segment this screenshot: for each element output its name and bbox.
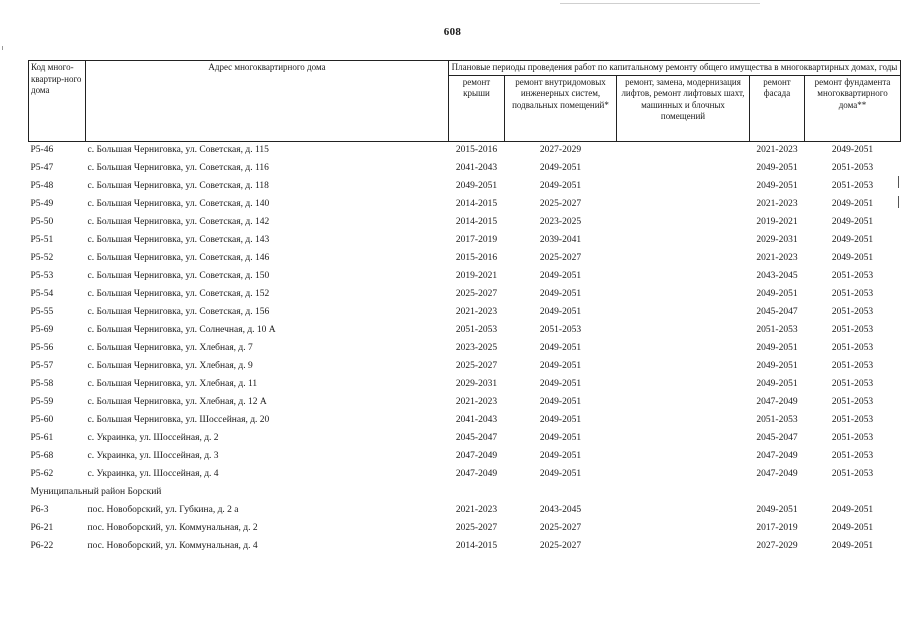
cell-engineering: 2049-2051 <box>539 378 582 389</box>
cell-foundation: 2049-2051 <box>831 540 874 551</box>
table-row <box>29 250 901 268</box>
cell-facade: 2049-2051 <box>756 180 798 191</box>
table-row <box>29 322 901 340</box>
cell-facade: 2049-2051 <box>756 360 798 371</box>
cell-lifts <box>617 448 750 466</box>
cell-lifts <box>617 340 750 358</box>
cell-facade: 2019-2021 <box>756 216 798 227</box>
cell-roof: 2014-2015 <box>455 540 498 551</box>
cell-code: Р5-59 <box>30 396 54 407</box>
cell-engineering: 2039-2041 <box>539 234 582 245</box>
cell-lifts <box>617 430 750 448</box>
cell-engineering: 2049-2051 <box>539 468 582 479</box>
cell-roof: 2023-2025 <box>455 342 498 353</box>
cell-code: Р5-57 <box>30 360 54 371</box>
cell-lifts <box>617 358 750 376</box>
cell-facade: 2045-2047 <box>756 306 798 317</box>
cell-engineering: 2049-2051 <box>539 270 582 281</box>
cell-lifts <box>617 538 750 556</box>
cell-code: Р5-60 <box>30 414 54 425</box>
cell-code: Р5-54 <box>30 288 54 299</box>
cell-facade: 2045-2047 <box>756 432 798 443</box>
cell-foundation: 2051-2053 <box>831 432 874 443</box>
cell-facade: 2049-2051 <box>756 504 798 515</box>
cell-address: с. Большая Черниговка, ул. Советская, д. 140 <box>87 198 270 209</box>
cell-engineering: 2049-2051 <box>539 180 582 191</box>
cell-foundation: 2051-2053 <box>831 468 874 479</box>
table-row <box>29 214 901 232</box>
cell-roof: 2014-2015 <box>455 216 498 227</box>
cell-foundation: 2051-2053 <box>831 360 874 371</box>
cell-facade: 2029-2031 <box>756 234 798 245</box>
scan-right-mark <box>898 196 899 208</box>
cell-roof: 2017-2019 <box>455 234 498 245</box>
cell-roof: 2025-2027 <box>455 288 498 299</box>
section-title: Муниципальный район Борский <box>30 486 162 497</box>
cell-engineering: 2049-2051 <box>539 306 582 317</box>
cell-foundation: 2049-2051 <box>831 198 874 209</box>
cell-lifts <box>617 394 750 412</box>
cell-roof: 2021-2023 <box>455 306 498 317</box>
cell-code: Р6-22 <box>30 540 54 551</box>
cell-code: Р5-69 <box>30 324 54 335</box>
cell-roof: 2047-2049 <box>455 450 498 461</box>
cell-facade: 2017-2019 <box>756 522 798 533</box>
cell-lifts <box>617 502 750 520</box>
cell-code: Р5-55 <box>30 306 54 317</box>
cell-code: Р5-46 <box>30 144 54 155</box>
header-address: Адрес многоквартирного дома <box>86 61 449 142</box>
cell-foundation: 2051-2053 <box>831 180 874 191</box>
cell-lifts <box>617 232 750 250</box>
cell-foundation: 2051-2053 <box>831 414 874 425</box>
cell-roof: 2025-2027 <box>455 360 498 371</box>
cell-engineering: 2049-2051 <box>539 162 582 173</box>
cell-lifts <box>617 286 750 304</box>
cell-lifts <box>617 304 750 322</box>
cell-lifts <box>617 466 750 484</box>
cell-lifts <box>617 322 750 340</box>
cell-engineering: 2043-2045 <box>539 504 582 515</box>
cell-code: Р5-49 <box>30 198 54 209</box>
cell-address: с. Большая Черниговка, ул. Хлебная, д. 7 <box>87 342 253 353</box>
cell-code: Р5-50 <box>30 216 54 227</box>
cell-roof: 2041-2043 <box>455 414 498 425</box>
cell-facade: 2051-2053 <box>756 324 798 335</box>
page-number: 608 <box>443 26 462 38</box>
cell-engineering: 2051-2053 <box>539 324 582 335</box>
table-row <box>29 448 901 466</box>
cell-facade: 2049-2051 <box>756 162 798 173</box>
cell-roof: 2019-2021 <box>455 270 498 281</box>
cell-foundation: 2049-2051 <box>831 252 874 263</box>
cell-engineering: 2049-2051 <box>539 414 582 425</box>
cell-code: Р5-48 <box>30 180 54 191</box>
cell-facade: 2049-2051 <box>756 288 798 299</box>
cell-facade: 2021-2023 <box>756 252 798 263</box>
cell-foundation: 2051-2053 <box>831 396 874 407</box>
cell-facade: 2051-2053 <box>756 414 798 425</box>
cell-lifts <box>617 178 750 196</box>
cell-lifts <box>617 250 750 268</box>
cell-roof: 2041-2043 <box>455 162 498 173</box>
cell-address: с. Большая Черниговка, ул. Советская, д. 115 <box>87 144 269 155</box>
cell-engineering: 2023-2025 <box>539 216 582 227</box>
table-row <box>29 466 901 484</box>
cell-lifts <box>617 214 750 232</box>
cell-facade: 2047-2049 <box>756 450 798 461</box>
cell-code: Р5-61 <box>30 432 54 443</box>
cell-roof: 2029-2031 <box>455 378 498 389</box>
table-row <box>29 178 901 196</box>
cell-engineering: 2025-2027 <box>539 198 582 209</box>
cell-foundation: 2051-2053 <box>831 288 874 299</box>
cell-code: Р5-58 <box>30 378 54 389</box>
cell-roof: 2047-2049 <box>455 468 498 479</box>
cell-roof: 2021-2023 <box>455 396 498 407</box>
cell-address: пос. Новоборский, ул. Коммунальная, д. 2 <box>87 522 258 533</box>
cell-facade: 2049-2051 <box>756 342 798 353</box>
scan-top-rule <box>560 3 760 4</box>
table-row <box>29 340 901 358</box>
table-body-section-a <box>29 141 901 484</box>
table-row <box>29 304 901 322</box>
cell-foundation: 2049-2051 <box>831 216 874 227</box>
cell-code: Р5-53 <box>30 270 54 281</box>
cell-address: с. Украинка, ул. Шоссейная, д. 3 <box>87 450 219 461</box>
cell-address: с. Большая Черниговка, ул. Советская, д. 150 <box>87 270 270 281</box>
cell-lifts <box>617 412 750 430</box>
table-row <box>29 430 901 448</box>
cell-code: Р5-56 <box>30 342 54 353</box>
table-section-heading <box>29 484 901 502</box>
cell-address: с. Большая Черниговка, ул. Советская, д. 152 <box>87 288 270 299</box>
header-code: Код много-квартир-ного дома <box>29 61 86 142</box>
cell-engineering: 2027-2029 <box>539 144 582 155</box>
cell-lifts <box>617 141 750 160</box>
cell-address: с. Большая Черниговка, ул. Хлебная, д. 11 <box>87 378 258 389</box>
table-row <box>29 232 901 250</box>
cell-lifts <box>617 196 750 214</box>
cell-lifts <box>617 268 750 286</box>
cell-address: с. Большая Черниговка, ул. Шоссейная, д. 20 <box>87 414 270 425</box>
scan-right-mark <box>898 176 899 188</box>
table-row <box>29 196 901 214</box>
cell-address: пос. Новоборский, ул. Коммунальная, д. 4 <box>87 540 258 551</box>
cell-facade: 2049-2051 <box>756 378 798 389</box>
table-row <box>29 358 901 376</box>
cell-engineering: 2049-2051 <box>539 288 582 299</box>
cell-foundation: 2051-2053 <box>831 162 874 173</box>
cell-roof: 2051-2053 <box>455 324 498 335</box>
cell-address: пос. Новоборский, ул. Губкина, д. 2 а <box>87 504 239 515</box>
cell-code: Р6-21 <box>30 522 54 533</box>
cell-engineering: 2025-2027 <box>539 252 582 263</box>
cell-foundation: 2049-2051 <box>831 234 874 245</box>
cell-facade: 2047-2049 <box>756 396 798 407</box>
header-lifts: ремонт, замена, модернизация лифтов, ремонт лифтовых шахт, машинных и блочных помещений <box>617 75 750 141</box>
cell-engineering: 2025-2027 <box>539 540 582 551</box>
cell-roof: 2021-2023 <box>455 504 498 515</box>
cell-facade: 2043-2045 <box>756 270 798 281</box>
cell-engineering: 2049-2051 <box>539 396 582 407</box>
header-foundation: ремонт фундамента многоквартирного дома** <box>805 75 901 141</box>
cell-roof: 2015-2016 <box>455 252 498 263</box>
cell-address: с. Большая Черниговка, ул. Хлебная, д. 12 А <box>87 396 267 407</box>
cell-lifts <box>617 520 750 538</box>
cell-roof: 2045-2047 <box>455 432 498 443</box>
cell-code: Р5-51 <box>30 234 54 245</box>
cell-code: Р6-3 <box>30 504 49 515</box>
cell-roof: 2015-2016 <box>455 144 498 155</box>
table-row <box>29 520 901 538</box>
cell-engineering: 2049-2051 <box>539 450 582 461</box>
cell-engineering: 2025-2027 <box>539 522 582 533</box>
cell-foundation: 2049-2051 <box>831 144 874 155</box>
cell-code: Р5-68 <box>30 450 54 461</box>
cell-foundation: 2051-2053 <box>831 342 874 353</box>
table-row <box>29 412 901 430</box>
cell-address: с. Большая Черниговка, ул. Хлебная, д. 9 <box>87 360 253 371</box>
header-facade: ремонт фасада <box>750 75 805 141</box>
header-engineering: ремонт внутридомовых инженерных систем, подвальных помещений* <box>505 75 617 141</box>
cell-code: Р5-47 <box>30 162 54 173</box>
cell-address: с. Большая Черниговка, ул. Солнечная, д. 10 А <box>87 324 276 335</box>
table-row <box>29 502 901 520</box>
cell-foundation: 2051-2053 <box>831 450 874 461</box>
cell-address: с. Украинка, ул. Шоссейная, д. 4 <box>87 468 219 479</box>
cell-code: Р5-52 <box>30 252 54 263</box>
cell-foundation: 2049-2051 <box>831 504 874 515</box>
cell-address: с. Большая Черниговка, ул. Советская, д. 116 <box>87 162 269 173</box>
cell-address: с. Большая Черниговка, ул. Советская, д. 118 <box>87 180 269 191</box>
cell-facade: 2021-2023 <box>756 198 798 209</box>
cell-foundation: 2051-2053 <box>831 306 874 317</box>
table-body-section-b <box>29 502 901 556</box>
cell-lifts <box>617 160 750 178</box>
cell-facade: 2021-2023 <box>756 144 798 155</box>
cell-address: с. Большая Черниговка, ул. Советская, д. 156 <box>87 306 270 317</box>
cell-engineering: 2049-2051 <box>539 360 582 371</box>
table-row <box>29 160 901 178</box>
scan-margin-mark <box>2 46 3 50</box>
cell-facade: 2027-2029 <box>756 540 798 551</box>
repair-schedule-table <box>28 60 901 556</box>
cell-foundation: 2049-2051 <box>831 522 874 533</box>
cell-roof: 2014-2015 <box>455 198 498 209</box>
cell-address: с. Большая Черниговка, ул. Советская, д. 146 <box>87 252 270 263</box>
table-row <box>29 376 901 394</box>
cell-facade: 2047-2049 <box>756 468 798 479</box>
cell-foundation: 2051-2053 <box>831 378 874 389</box>
header-roof: ремонт крыши <box>449 75 505 141</box>
cell-engineering: 2049-2051 <box>539 432 582 443</box>
cell-code: Р5-62 <box>30 468 54 479</box>
table-row <box>29 141 901 160</box>
cell-engineering: 2049-2051 <box>539 342 582 353</box>
cell-roof: 2049-2051 <box>455 180 498 191</box>
table-row <box>29 286 901 304</box>
header-periods-group: Плановые периоды проведения работ по капитальному ремонту общего имущества в многоквартирных домах, годы <box>449 61 901 76</box>
cell-foundation: 2051-2053 <box>831 324 874 335</box>
table-row <box>29 394 901 412</box>
cell-address: с. Украинка, ул. Шоссейная, д. 2 <box>87 432 219 443</box>
cell-address: с. Большая Черниговка, ул. Советская, д. 142 <box>87 216 270 227</box>
table-row <box>29 538 901 556</box>
cell-roof: 2025-2027 <box>455 522 498 533</box>
cell-foundation: 2051-2053 <box>831 270 874 281</box>
cell-address: с. Большая Черниговка, ул. Советская, д. 143 <box>87 234 270 245</box>
cell-lifts <box>617 376 750 394</box>
table-row <box>29 268 901 286</box>
